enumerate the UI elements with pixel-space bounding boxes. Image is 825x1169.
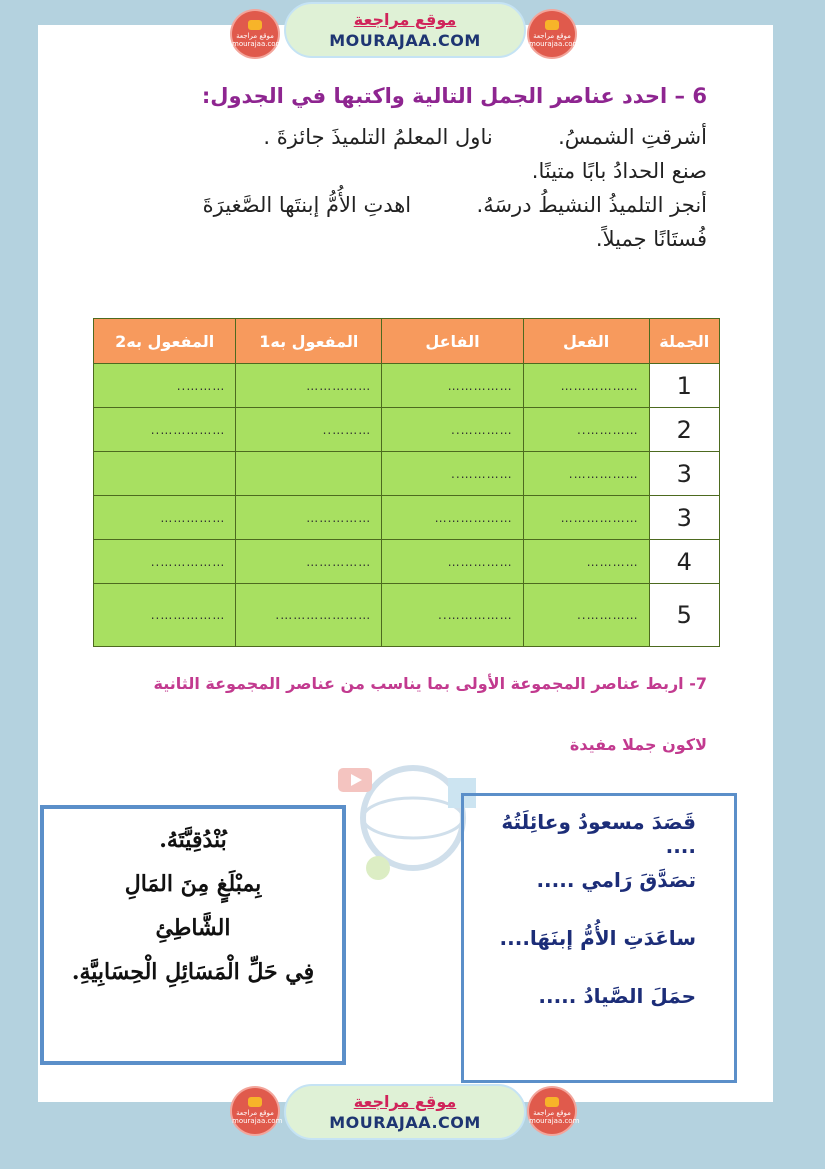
table-row [94,540,720,584]
logo-icon [545,20,559,30]
column-header: الجملة [649,319,719,364]
group-two-item[interactable]: بُنْدُقِيَّتَهُ. [159,827,227,853]
answer-cell[interactable]: …………….. [382,584,523,647]
exercise-7-subtitle: لاكون جملا مفيدة [569,735,707,754]
answer-cell[interactable]: …………….. [94,540,236,584]
group-one-item[interactable]: قَصَدَ مسعودُ وعائِلَتُهُ .... [501,810,696,858]
answer-cell[interactable]: …………… [236,496,382,540]
group-one-item[interactable]: تصَدَّقَ رَامي ..... [536,868,696,892]
row-number: 4 [649,540,719,584]
answer-cell[interactable]: ………….. [523,584,649,647]
exercise-6-sentences [97,120,707,256]
group-two-item[interactable]: فِي حَلِّ الْمَسَائِلِ الْحِسَابِيَّةِ. [71,959,315,985]
row-number: 5 [649,584,719,647]
group-one-box [461,793,737,1083]
column-header: المفعول به2 [94,319,236,364]
answer-cell[interactable]: …………………. [236,584,382,647]
answer-cell[interactable]: …………… [236,364,382,408]
answer-cell[interactable]: ……….. [94,364,236,408]
logo-icon [248,20,262,30]
sentence: أنجز التلميذُ النشيطُ درسَهُ. [476,193,707,217]
sentence: ناول المعلمُ التلميذَ جائزةَ . [263,125,493,149]
column-header: الفعل [523,319,649,364]
table-row [94,408,720,452]
answer-cell[interactable]: ……………. [523,452,649,496]
sentence: صنع الحدادُ بابًا متينًا. [531,159,707,183]
row-number: 3 [649,452,719,496]
sentence-elements-table [93,318,720,647]
answer-cell[interactable]: ……………… [523,496,649,540]
site-name-arabic: موقع مراجعة [353,10,457,29]
site-badge-bottom[interactable] [284,1084,526,1140]
site-logo-left[interactable]: موقع مراجعة mourajaa.com [232,1088,278,1134]
answer-cell[interactable] [94,452,236,496]
answer-cell[interactable]: ………….. [382,408,523,452]
answer-cell[interactable]: ………….. [523,408,649,452]
site-logo-left[interactable]: موقع مراجعة mourajaa.com [232,11,278,57]
answer-cell[interactable]: ……………… [523,364,649,408]
answer-cell[interactable]: …………….. [94,584,236,647]
site-logo-right[interactable]: موقع مراجعة mourajaa.com [529,1088,575,1134]
table-header-row [94,319,720,364]
site-name-arabic: موقع مراجعة [353,1092,457,1111]
answer-cell[interactable]: ………… [523,540,649,584]
answer-cell[interactable]: …………… [236,540,382,584]
sentence: اهدتِ الأُمُّ إبنتَها الصَّغيرَةَ [202,193,412,217]
answer-cell[interactable]: ……………… [382,496,523,540]
column-header: الفاعل [382,319,523,364]
logo-icon [248,1097,262,1107]
group-one-item[interactable]: ساعَدَتِ الأُمُّ إبنَهَا.... [499,926,696,950]
table-row [94,496,720,540]
answer-cell[interactable]: …………… [382,364,523,408]
group-two-item[interactable]: الشَّاطِئِ [155,915,231,941]
answer-cell[interactable]: …………… [382,540,523,584]
table-row [94,364,720,408]
group-one-item[interactable]: حمَلَ الصَّيادُ ..... [538,984,696,1008]
row-number: 1 [649,364,719,408]
site-name-english: MOURAJAA.COM [329,1113,481,1132]
site-name-english: MOURAJAA.COM [329,31,481,50]
column-header: المفعول به1 [236,319,382,364]
exercise-7-title: 7- اربط عناصر المجموعة الأولى بما يناسب من عناصر المجموعة الثانية [153,674,707,693]
answer-cell[interactable]: ……….. [236,408,382,452]
row-number: 2 [649,408,719,452]
row-number: 3 [649,496,719,540]
site-logo-right[interactable]: موقع مراجعة mourajaa.com [529,11,575,57]
answer-cell[interactable] [236,452,382,496]
answer-cell[interactable]: ………….. [382,452,523,496]
group-two-box [40,805,346,1065]
site-badge-top[interactable] [284,2,526,58]
logo-icon [545,1097,559,1107]
sentence: فُستَانًا جميلاً. [595,227,707,251]
exercise-6-title: 6 – احدد عناصر الجمل التالية واكتبها في الجدول: [201,84,707,108]
answer-cell[interactable]: …………….. [94,408,236,452]
table-row [94,584,720,647]
sentence: أشرقتِ الشمسُ. [558,125,707,149]
table-row [94,452,720,496]
group-two-item[interactable]: بِمبْلَغٍ مِنَ المَالِ [124,871,262,897]
answer-cell[interactable]: …………… [94,496,236,540]
